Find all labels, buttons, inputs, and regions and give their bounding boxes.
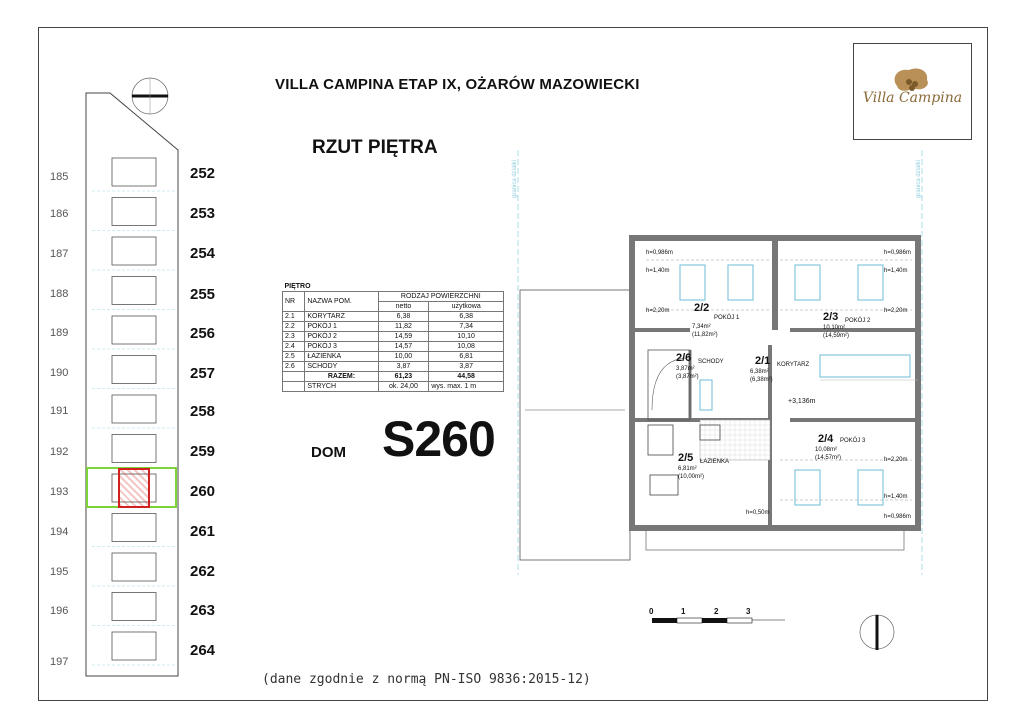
house-number: 260 <box>190 483 216 500</box>
cell: 2.6 <box>283 362 305 372</box>
house-number: 257 <box>190 365 216 382</box>
scale-label: 0 <box>649 607 654 616</box>
height-mark: h=2,20m <box>646 308 670 314</box>
house-number: 262 <box>190 563 216 580</box>
cell: 2.1 <box>283 312 305 322</box>
height-mark: h=0,986m <box>884 250 911 256</box>
plot-number-left: 188 <box>50 288 69 300</box>
room-2-5-area: 6,81m² <box>678 466 697 472</box>
room-2-4-area: 10,08m² <box>815 447 838 453</box>
plot-number-left: 189 <box>50 327 69 339</box>
cell: POKÓJ 2 <box>305 332 378 342</box>
plot-number-left: 192 <box>50 446 69 458</box>
house-number: 254 <box>190 245 216 262</box>
house-number: 253 <box>190 205 216 222</box>
cell: 2.3 <box>283 332 305 342</box>
cell: 10,08 <box>429 342 504 352</box>
total-label: RAZEM: <box>305 372 378 382</box>
house-number: 252 <box>190 165 216 182</box>
house-number: 263 <box>190 602 216 619</box>
house-code: S260 <box>382 411 495 467</box>
plot-number-left: 191 <box>50 405 69 417</box>
boundary-label-right: granica działki <box>916 159 922 198</box>
room-2-3-area2: (14,59m²) <box>823 333 850 339</box>
height-mark: h=1,40m <box>646 268 670 274</box>
cell: POKÓJ 1 <box>305 322 378 332</box>
scale-label: 2 <box>714 607 719 616</box>
cell: 2.5 <box>283 352 305 362</box>
room-2-1-area: 6,38m² <box>750 369 769 375</box>
house-number: 258 <box>190 403 216 420</box>
room-2-6-id: 2/6 <box>676 352 692 364</box>
attic-value: ok. 24,00 <box>378 382 429 392</box>
house-number: 255 <box>190 286 216 303</box>
house-number: 256 <box>190 325 216 342</box>
height-mark: h=1,40m <box>884 268 908 274</box>
cell: 10,00 <box>378 352 429 362</box>
cell: 3,87 <box>378 362 429 372</box>
floor-plan-title: RZUT PIĘTRA <box>312 137 438 158</box>
scale-label: 1 <box>681 607 686 616</box>
room-2-1-name: KORYTARZ <box>777 362 810 368</box>
cell: 14,57 <box>378 342 429 352</box>
house-label: DOM <box>311 444 346 461</box>
height-mark: h=0,50m <box>746 510 770 516</box>
room-2-3-id: 2/3 <box>823 311 839 323</box>
plot-number-left: 186 <box>50 208 69 220</box>
height-mark: h=2,20m <box>884 457 908 463</box>
scale-label: 3 <box>746 607 751 616</box>
room-2-6-area2: (3,87m²) <box>676 374 699 380</box>
cell: KORYTARZ <box>305 312 378 322</box>
house-number: 261 <box>190 523 216 540</box>
plot-number-left: 196 <box>50 605 69 617</box>
room-2-3-name: POKÓJ 2 <box>845 318 871 324</box>
col-nr: NR <box>283 292 305 312</box>
cell: ŁAZIENKA <box>305 352 378 362</box>
house-number: 259 <box>190 443 216 460</box>
room-2-5-name: ŁAZIENKA <box>700 459 730 465</box>
plot-number-left: 197 <box>50 656 69 668</box>
plot-number-left: 190 <box>50 367 69 379</box>
north-arrow-bottom <box>860 615 894 650</box>
room-2-2-area2: (11,82m²) <box>692 332 718 338</box>
house-number: 264 <box>190 642 216 659</box>
cell: 7,34 <box>429 322 504 332</box>
room-2-4-name: POKÓJ 3 <box>840 438 866 444</box>
cell: 6,38 <box>378 312 429 322</box>
cell: 11,82 <box>378 322 429 332</box>
room-2-2-name: POKÓJ 1 <box>714 315 740 321</box>
cell: 14,59 <box>378 332 429 342</box>
room-2-2-id: 2/2 <box>694 302 710 314</box>
plot-number-left: 187 <box>50 248 69 260</box>
cell: 6,81 <box>429 352 504 362</box>
cell: SCHODY <box>305 362 378 372</box>
room-2-4-area2: (14,57m²) <box>815 455 842 461</box>
cell: 2.4 <box>283 342 305 352</box>
total-netto: 61,23 <box>378 372 429 382</box>
col-name: NAZWA POM. <box>305 292 378 312</box>
cell: 6,38 <box>429 312 504 322</box>
boundary-label-left: granica działki <box>512 159 518 198</box>
scale-bar <box>652 618 785 623</box>
height-mark: h=1,40m <box>884 494 908 500</box>
cell: POKÓJ 3 <box>305 342 378 352</box>
room-2-1-id: 2/1 <box>755 355 771 367</box>
room-2-4-id: 2/4 <box>818 433 834 445</box>
col-netto: netto <box>378 302 429 312</box>
room-2-3-area: 10,10m² <box>823 325 846 331</box>
room-2-5-id: 2/5 <box>678 452 694 464</box>
room-2-6-name: SCHODY <box>698 359 724 365</box>
level-mark: +3,136m <box>788 398 816 405</box>
total-uzytkowa: 44,58 <box>429 372 504 382</box>
room-2-1-area2: (6,38m²) <box>750 377 773 383</box>
logo-text: Villa Campina <box>862 90 963 106</box>
attic-note: wys. max. 1 m <box>429 382 504 392</box>
norm-note: (dane zgodnie z normą PN-ISO 9836:2015-12) <box>262 672 591 687</box>
cell: 10,10 <box>429 332 504 342</box>
height-mark: h=0,986m <box>646 250 673 256</box>
height-mark: h=0,986m <box>884 514 911 520</box>
height-mark: h=2,20m <box>884 308 908 314</box>
attic-label: STRYCH <box>305 382 378 392</box>
col-uzytkowa: użytkowa <box>429 302 504 312</box>
cell: 2.2 <box>283 322 305 332</box>
room-2-6-area: 3,87m² <box>676 366 695 372</box>
project-title: VILLA CAMPINA ETAP IX, OŻARÓW MAZOWIECKI <box>275 76 640 93</box>
table-section: PIĘTRO <box>284 283 311 290</box>
room-2-2-area: 7,34m² <box>692 324 711 330</box>
plot-number-left: 194 <box>50 526 69 538</box>
plot-number-left: 193 <box>50 486 69 498</box>
cell: 3,87 <box>429 362 504 372</box>
plot-number-left: 195 <box>50 566 69 578</box>
col-group: RODZAJ POWIERZCHNI <box>378 292 503 302</box>
plot-number-left: 185 <box>50 171 69 183</box>
room-2-5-area2: (10,00m²) <box>678 474 705 480</box>
